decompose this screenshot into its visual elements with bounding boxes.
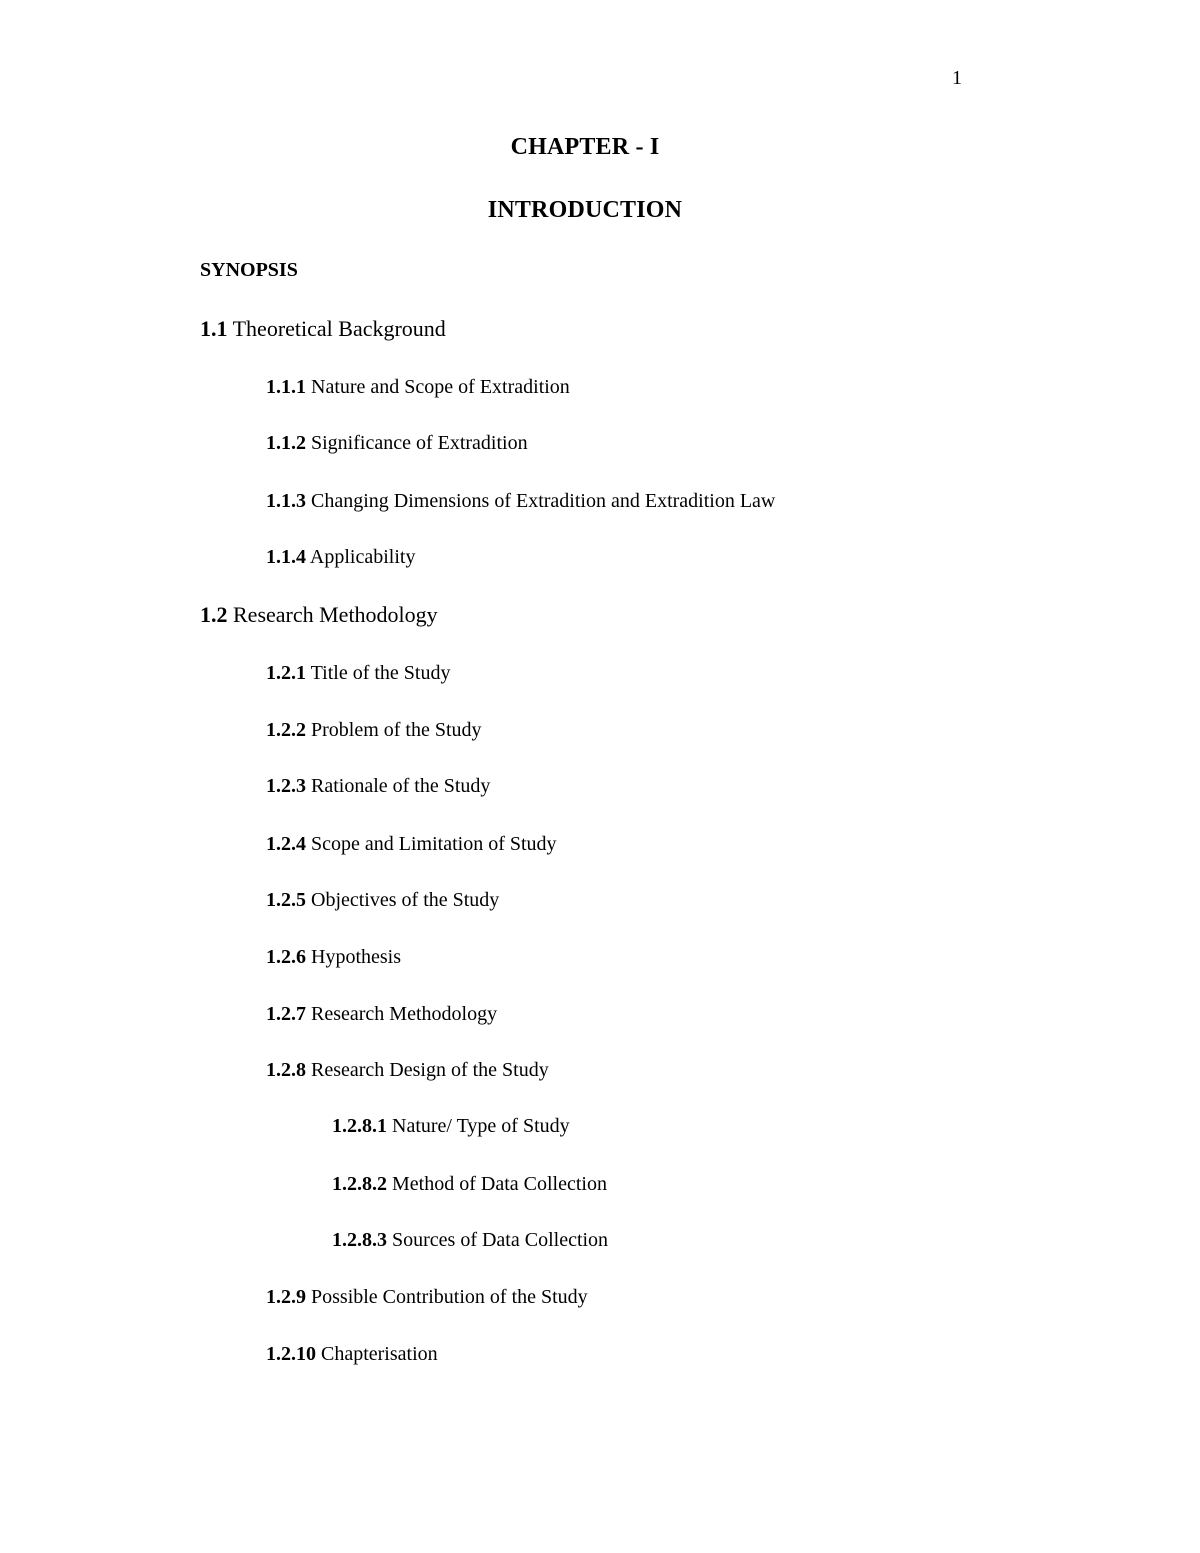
toc-item-text: Hypothesis — [311, 946, 401, 968]
toc-item-text: Significance of Extradition — [311, 432, 528, 454]
toc-item — [332, 1114, 570, 1138]
toc-item-number: 1.2 — [200, 602, 228, 627]
page-number: 1 — [952, 67, 962, 89]
toc-item — [266, 661, 450, 685]
toc-item-text: Sources of Data Collection — [392, 1229, 609, 1251]
toc-item-text: Nature/ Type of Study — [392, 1115, 570, 1137]
toc-item — [332, 1172, 607, 1196]
toc-item-text: Possible Contribution of the Study — [311, 1286, 588, 1308]
toc-item — [266, 945, 401, 969]
toc-item-text: Rationale of the Study — [311, 775, 491, 797]
toc-item-text: Research Methodology — [311, 1003, 498, 1025]
toc-item-text: Scope and Limitation of Study — [311, 833, 557, 855]
toc-item — [266, 832, 557, 856]
toc-item-number: 1.1.2 — [266, 432, 306, 454]
toc-item-text: Method of Data Collection — [392, 1173, 607, 1195]
toc-item — [266, 545, 415, 569]
chapter-title: CHAPTER - I — [510, 134, 660, 160]
toc-item — [332, 1228, 608, 1252]
toc-item-text: Title of the Study — [310, 662, 451, 684]
toc-item-text: Changing Dimensions of Extradition and Extradition Law — [311, 490, 776, 512]
toc-item — [266, 1058, 549, 1082]
toc-item-number: 1.2.7 — [266, 1003, 306, 1025]
toc-item-text: Nature and Scope of Extradition — [311, 376, 570, 398]
toc-item-number: 1.2.2 — [266, 719, 306, 741]
toc-item-number: 1.1.4 — [266, 546, 306, 568]
toc-item — [266, 489, 775, 513]
toc-item-text: Research Design of the Study — [311, 1059, 549, 1081]
toc-item — [266, 1285, 588, 1309]
toc-item — [266, 1002, 497, 1026]
toc-item-number: 1.2.3 — [266, 775, 306, 797]
toc-item — [266, 431, 528, 455]
toc-item-number: 1.2.9 — [266, 1286, 306, 1308]
toc-item-number: 1.2.8.1 — [332, 1115, 387, 1137]
toc-item-number: 1.1 — [200, 316, 228, 341]
toc-item-text: Theoretical Background — [232, 316, 446, 341]
toc-item-number: 1.1.3 — [266, 490, 306, 512]
toc-item — [266, 888, 499, 912]
toc-item-text: Research Methodology — [233, 602, 438, 627]
toc-item-number: 1.2.1 — [266, 662, 306, 684]
toc-item-text: Chapterisation — [321, 1343, 438, 1365]
toc-item-text: Applicability — [309, 546, 416, 568]
toc-item-text: Objectives of the Study — [311, 889, 500, 911]
toc-item — [266, 375, 570, 399]
toc-item — [266, 1342, 438, 1366]
toc-item-number: 1.2.10 — [266, 1343, 316, 1365]
toc-item-number: 1.1.1 — [266, 376, 306, 398]
toc-item — [266, 774, 490, 798]
toc-item-number: 1.2.8.3 — [332, 1229, 387, 1251]
toc-item — [200, 602, 438, 628]
toc-item — [266, 718, 482, 742]
synopsis-heading: SYNOPSIS — [200, 259, 298, 281]
toc-item-number: 1.2.5 — [266, 889, 306, 911]
toc-item-text: Problem of the Study — [311, 719, 482, 741]
toc-item-number: 1.2.8.2 — [332, 1173, 387, 1195]
chapter-subtitle: INTRODUCTION — [487, 197, 683, 223]
toc-item-number: 1.2.8 — [266, 1059, 306, 1081]
toc-item-number: 1.2.6 — [266, 946, 306, 968]
toc-item — [200, 316, 446, 342]
toc-item-number: 1.2.4 — [266, 833, 306, 855]
